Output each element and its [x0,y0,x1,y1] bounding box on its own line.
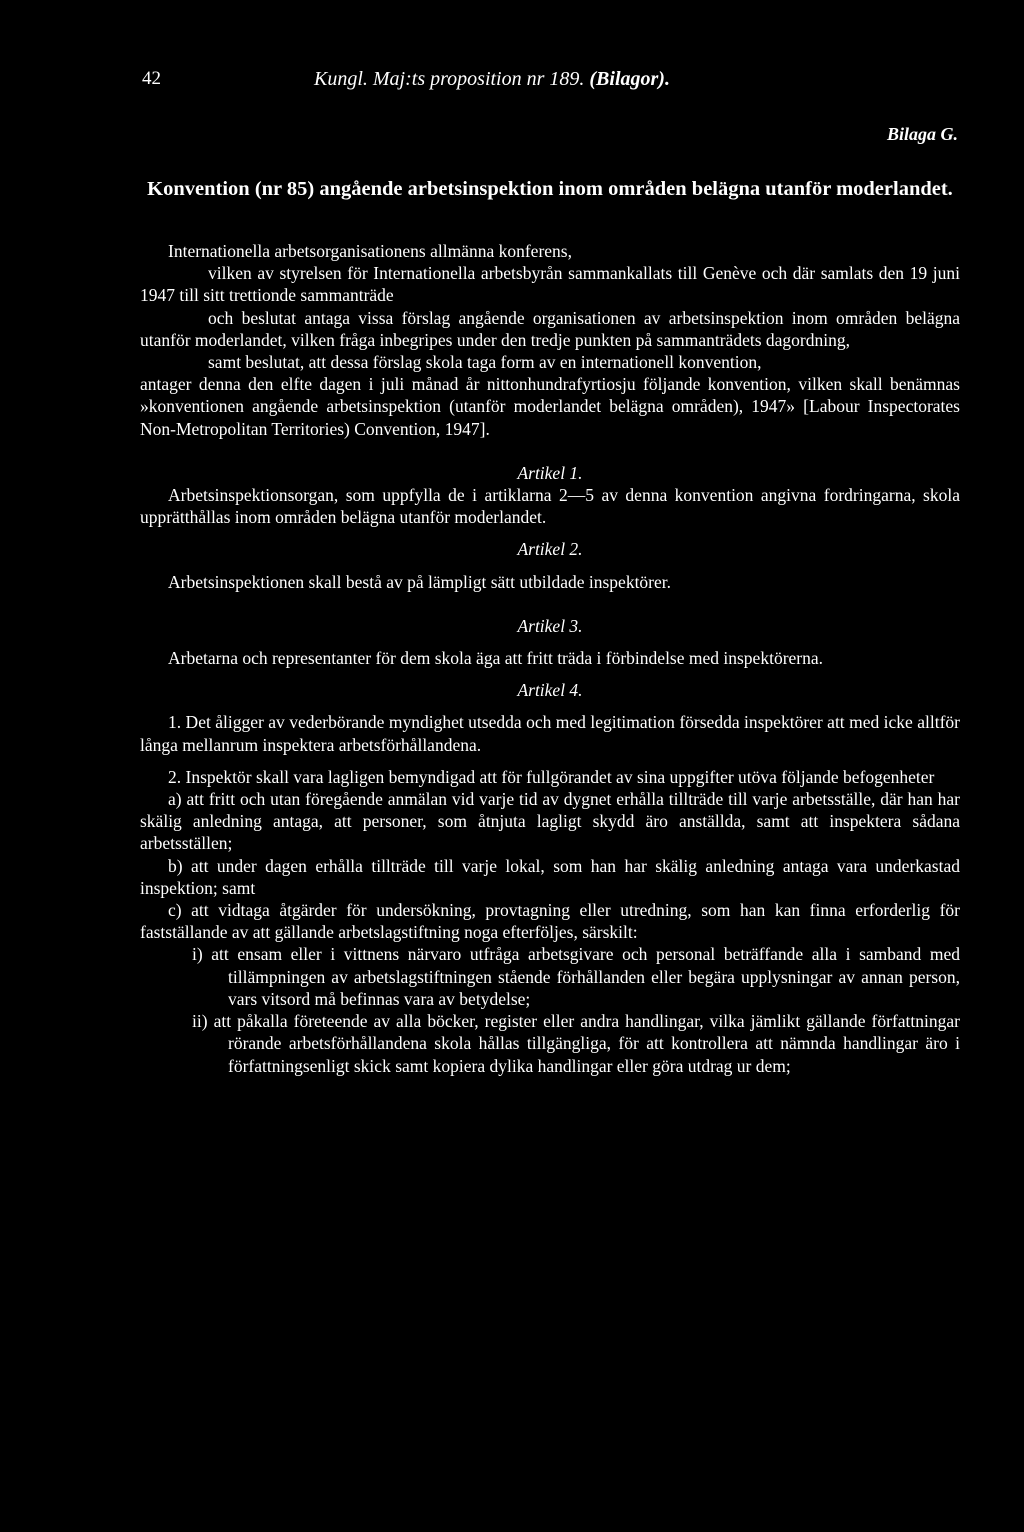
article-4-heading: Artikel 4. [517,680,583,701]
running-head-bold: (Bilagor). [589,68,670,90]
document-body [140,240,960,1077]
running-head-text: Kungl. Maj:ts proposition nr 189. [314,68,585,90]
running-head [314,68,670,90]
article-2-text: Arbetsinspektionen skall bestå av på lämpligt sätt utbildade inspektörer. [168,571,672,592]
article-4-item: a) att fritt och utan föregående anmälan vid varje tid av dygnet erhålla tillträde till varje arbetsställe, där han har skälig anledning antaga, att personer, som åtnjuta lagligt skydd äro anställda, samt att inspektera sådana arbetsställen; [140,789,960,854]
preamble-paragraph: antager denna den elfte dagen i juli månad år nittonhundrafyrtiosju följande konvention, vilken skall benämnas »konventionen angående arbetsinspektion (utanför moderlandet belägna områden), 1947» [Labour Inspectorates Non-Metropolitan Territories) Convention, 1947]. [140,374,960,439]
article-4-item: b) att under dagen erhålla tillträde till varje lokal, som han har skälig anledning antaga vara underkastad inspektion; samt [140,855,960,898]
preamble-paragraph: vilken av styrelsen för Internationella arbetsbyrån sammankallats till Genève och där samlats den 19 juni 1947 till sitt trettionde sammanträde [140,263,960,306]
article-4-subitem: i) att ensam eller i vittnens närvaro utfråga arbetsgivare och personal beträffande alla i samband med tillämpningen av arbetslagstiftningen stående förhållanden eller begära upplysningar av annan person, vars vitsord må befinnas vara av betydelse; [192,944,960,1009]
article-4-item: c) att vidtaga åtgärder för undersökning, provtagning eller utredning, som han kan finna erforderlig för fastställande av att gällande arbetslagstiftning noga efterföljes, särskilt: [140,900,960,943]
article-1-heading: Artikel 1. [517,462,583,483]
convention-title: Konvention (nr 85) angående arbetsinspektion inom områden belägna utanför moderlandet. [147,178,953,200]
preamble-paragraph: samt beslutat, att dessa förslag skola taga form av en internationell konvention, [208,352,762,373]
page-number: 42 [142,68,161,89]
article-3-text: Arbetarna och representanter för dem skola äga att fritt träda i förbindelse med inspektörerna. [168,648,824,669]
preamble-paragraph: Internationella arbetsorganisationens allmänna konferens, [168,241,572,261]
annex-label: Bilaga G. [886,124,958,144]
article-4-paragraph: 2. Inspektör skall vara lagligen bemyndigad att för fullgörandet av sina uppgifter utöva följande befogenheter [168,766,935,787]
article-4-paragraph: 1. Det åligger av vederbörande myndighet utsedda och med legitimation försedda inspektörer att med icke alltför långa mellanrum inspektera arbetsförhållandena. [140,712,960,755]
preamble-paragraph: och beslutat antaga vissa förslag angående organisationen av arbetsinspektion inom områden belägna utanför moderlandet, vilken fråga inbegripes under den tredje punkten på sammanträdets dagordning, [140,307,960,350]
article-3-heading: Artikel 3. [517,615,583,636]
article-1-text: Arbetsinspektionsorgan, som uppfylla de i artiklarna 2—5 av denna konvention angivna fordringarna, skola upprätthållas inom områden belägna utanför moderlandet. [140,485,960,528]
article-2-heading: Artikel 2. [517,539,583,560]
article-4-subitem: ii) att påkalla företeende av alla böcker, register eller andra handlingar, vilka jämlikt gällande författningar rörande arbetsförhållandena skola hållas tillgängliga, för att kontrollera att nämnda handlingar äro i författningsenligt skick samt kopiera dylika handlingar eller göra utdrag ur dem; [192,1011,960,1076]
